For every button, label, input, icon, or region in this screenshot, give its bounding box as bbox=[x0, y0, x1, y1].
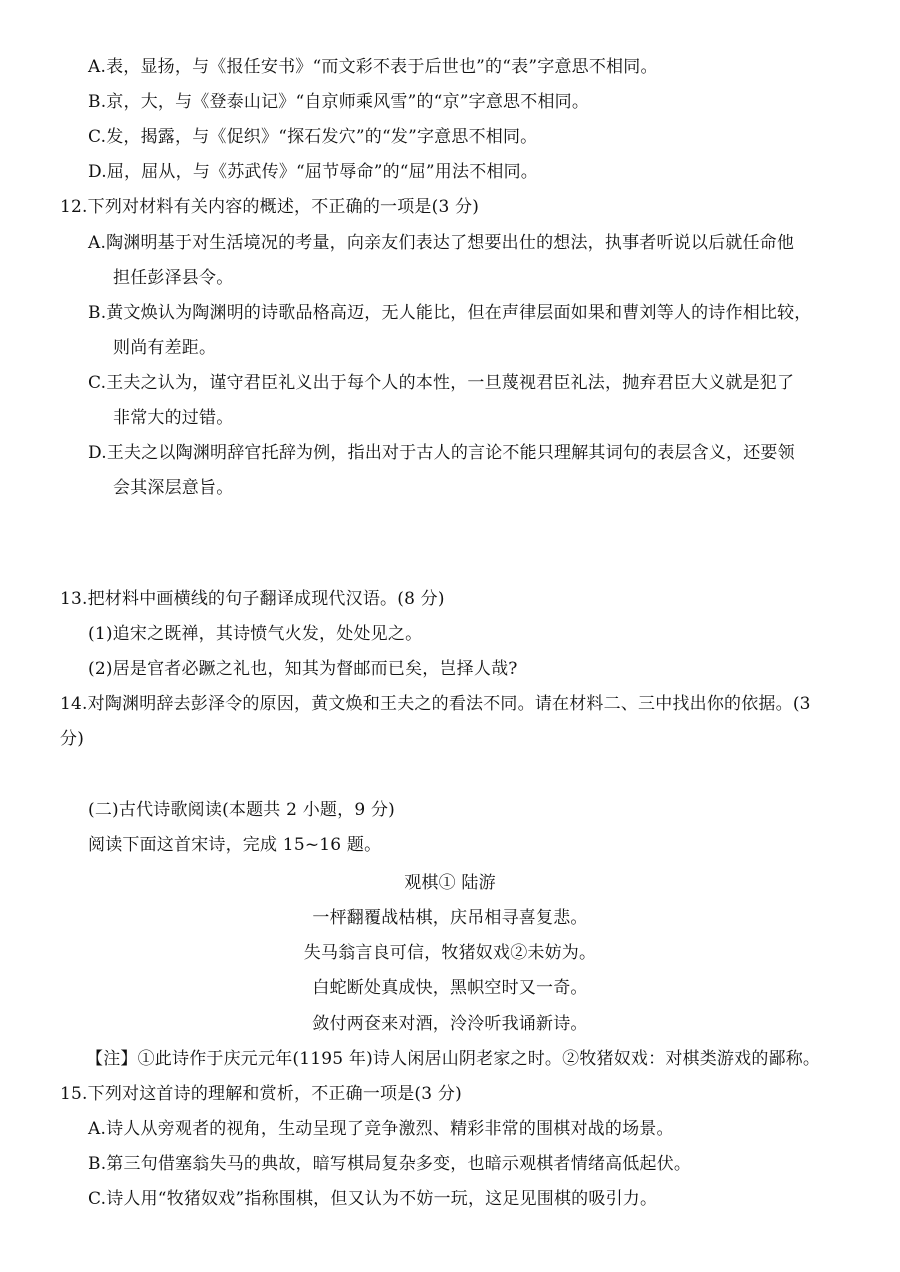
q12-option-b-cont: 则尚有差距。 bbox=[113, 338, 217, 358]
q12-option-d-cont: 会其深层意旨。 bbox=[113, 478, 234, 498]
q13-item-2: (2)居是官者必蹶之礼也，知其为督邮而已矣，岂择人哉? bbox=[88, 659, 518, 679]
q13-stem: 13.把材料中画横线的句子翻译成现代汉语。(8 分) bbox=[60, 589, 445, 609]
q12-stem: 12.下列对材料有关内容的概述，不正确的一项是(3 分) bbox=[60, 197, 480, 217]
section-instruction: 阅读下面这首宋诗，完成 15~16 题。 bbox=[88, 835, 382, 855]
poem-line-4: 敛付两奁来对酒，泠泠听我诵新诗。 bbox=[312, 1014, 588, 1034]
poem-title: 观棋① 陆游 bbox=[404, 873, 496, 893]
q11-option-d: D.屈，屈从，与《苏武传》“屈节辱命”的“屈”用法不相同。 bbox=[88, 162, 538, 182]
q14-line-1: 14.对陶渊明辞去彭泽令的原因，黄文焕和王夫之的看法不同。请在材料二、三中找出你的依据。(3 bbox=[60, 694, 811, 714]
q12-option-b: B.黄文焕认为陶渊明的诗歌品格高迈，无人能比，但在声律层面如果和曹刘等人的诗作相比较， bbox=[88, 303, 812, 323]
q11-option-a: A.表，显扬，与《报任安书》“而文彩不表于后世也”的“表”字意思不相同。 bbox=[88, 57, 658, 77]
q12-option-d: D.王夫之以陶渊明辞官托辞为例，指出对于古人的言论不能只理解其词句的表层含义，还要领 bbox=[88, 443, 795, 463]
q12-option-c-cont: 非常大的过错。 bbox=[113, 408, 234, 428]
q13-item-1: (1)追宋之既禅，其诗愤气火发，处处见之。 bbox=[88, 624, 423, 644]
poem-note: 【注】①此诗作于庆元元年(1195 年)诗人闲居山阴老家之时。②牧猪奴戏：对棋类游戏的鄙称。 bbox=[86, 1049, 821, 1069]
q12-option-c: C.王夫之认为，谨守君臣礼义出于每个人的本性，一旦蔑视君臣礼法，抛弃君臣大义就是犯了 bbox=[88, 373, 795, 393]
q11-option-b: B.京，大，与《登泰山记》“自京师乘风雪”的“京”字意思不相同。 bbox=[88, 92, 590, 112]
q15-stem: 15.下列对这首诗的理解和赏析，不正确一项是(3 分) bbox=[60, 1084, 462, 1104]
poem-line-2: 失马翁言良可信，牧猪奴戏②未妨为。 bbox=[303, 943, 597, 963]
q14-line-2: 分) bbox=[60, 729, 85, 749]
q15-option-b: B.第三句借塞翁失马的典故，暗写棋局复杂多变，也暗示观棋者情绪高低起伏。 bbox=[88, 1154, 692, 1174]
poem-line-3: 白蛇断处真成快，黑帜空时又一奇。 bbox=[312, 978, 588, 998]
q15-option-c: C.诗人用“牧猪奴戏”指称围棋，但又认为不妨一玩，这足见围棋的吸引力。 bbox=[88, 1189, 658, 1209]
poem-line-1: 一枰翻覆战枯棋，庆吊相寻喜复悲。 bbox=[312, 908, 588, 928]
q12-option-a: A.陶渊明基于对生活境况的考量，向亲友们表达了想要出仕的想法，执事者听说以后就任命他 bbox=[88, 233, 795, 253]
q12-option-a-cont: 担任彭泽县令。 bbox=[113, 268, 234, 288]
section-heading: (二)古代诗歌阅读(本题共 2 小题，9 分) bbox=[88, 800, 395, 820]
q11-option-c: C.发，揭露，与《促织》“探石发穴”的“发”字意思不相同。 bbox=[88, 127, 538, 147]
q15-option-a: A.诗人从旁观者的视角，生动呈现了竞争激烈、精彩非常的围棋对战的场景。 bbox=[88, 1119, 674, 1139]
